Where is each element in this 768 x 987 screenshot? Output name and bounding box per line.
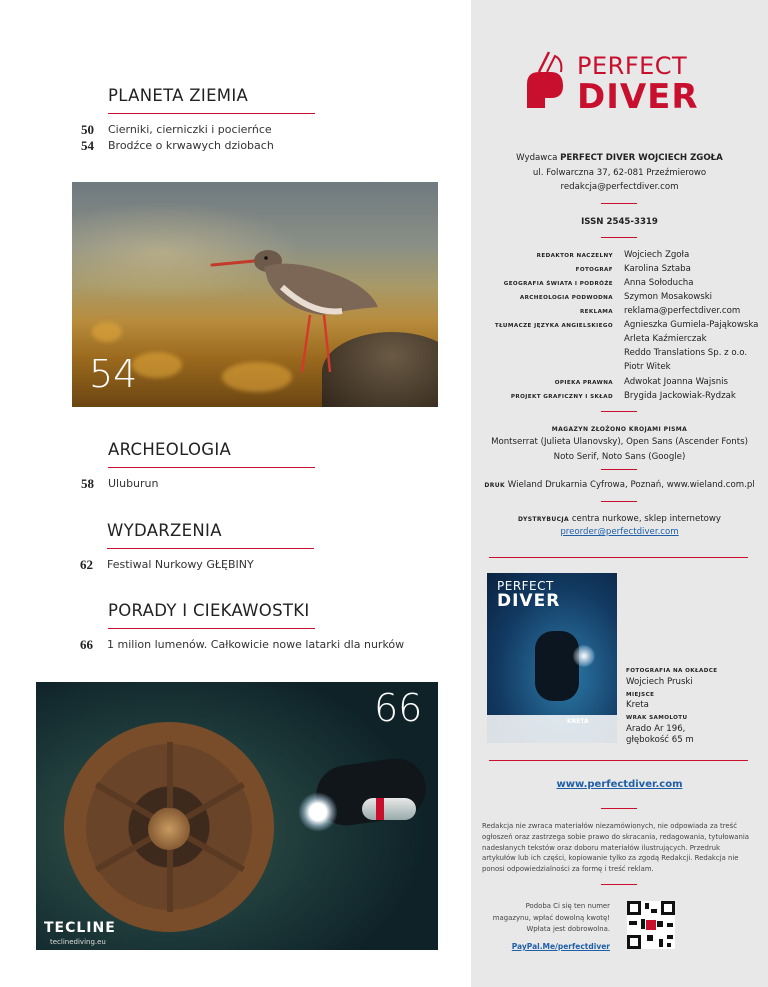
staff-row bbox=[471, 264, 768, 278]
staff-row bbox=[471, 320, 768, 334]
staff-name: Agnieszka Gumiela-Pająkowska bbox=[624, 320, 759, 330]
staff-name: Arleta Kaźmierczak bbox=[624, 334, 707, 344]
divider bbox=[601, 237, 637, 238]
perfect-diver-logo-icon bbox=[525, 50, 565, 110]
issn: ISSN 2545-3319 bbox=[581, 217, 658, 227]
staff-name: Reddo Translations Sp. z o.o. bbox=[624, 348, 748, 358]
support-line: Wpłata jest dobrowolna. bbox=[526, 925, 610, 933]
staff-role: REDAKTOR NACZELNY bbox=[536, 253, 613, 259]
website-row bbox=[471, 779, 768, 790]
toc-page-number: 54 bbox=[81, 138, 94, 153]
fonts-line: Noto Serif, Noto Sans (Google) bbox=[553, 452, 686, 462]
toc-entry-link[interactable]: Cierniki, cierniczki i pocierńce bbox=[108, 123, 272, 136]
staff-role: GEOGRAFIA ŚWIATA I PODRÓŻE bbox=[503, 281, 613, 287]
toc-entry-link[interactable]: Festiwal Nurkowy GŁĘBINY bbox=[107, 558, 254, 571]
photo-detail bbox=[376, 798, 384, 820]
divider bbox=[489, 557, 748, 558]
qr-code-icon[interactable] bbox=[627, 901, 675, 949]
distribution-info bbox=[471, 514, 768, 524]
cover-wreck-value: Arado Ar 196, bbox=[626, 724, 686, 734]
masthead-panel bbox=[471, 0, 768, 987]
qr-module bbox=[667, 943, 671, 947]
section-rule bbox=[107, 548, 314, 549]
publisher-address: ul. Folwarczna 37, 62-081 Przeźmierowo bbox=[532, 168, 707, 178]
staff-role: REKLAMA bbox=[579, 309, 613, 315]
qr-module bbox=[667, 935, 673, 939]
paypal-row bbox=[471, 942, 610, 951]
logo-text-perfect: PERFECT bbox=[577, 52, 688, 80]
editorial-email[interactable]: redakcja@perfectdiver.com bbox=[560, 182, 679, 192]
staff-role: ARCHEOLOGIA PODWODNA bbox=[519, 295, 613, 301]
print-label: DRUK bbox=[484, 482, 506, 489]
support-line: magazynu, wpłać dowolną kwotę! bbox=[492, 913, 610, 922]
divider bbox=[601, 501, 637, 502]
photo-detail bbox=[132, 352, 182, 378]
distribution-value: centra nurkowe, sklep internetowy bbox=[571, 514, 721, 524]
section-rule bbox=[108, 467, 315, 468]
qr-module bbox=[659, 939, 663, 947]
staff-row bbox=[471, 391, 768, 405]
staff-row bbox=[471, 250, 768, 264]
staff-name: Piotr Witek bbox=[624, 362, 671, 372]
section-rule bbox=[108, 628, 315, 629]
qr-module bbox=[661, 901, 675, 915]
qr-module bbox=[641, 919, 645, 929]
preorder-email-link[interactable]: preorder@perfectdiver.com bbox=[560, 527, 679, 537]
staff-role: PROJEKT GRAFICZNY I SKŁAD bbox=[510, 394, 613, 400]
divider bbox=[601, 411, 637, 412]
photo-detail bbox=[573, 645, 595, 667]
logo-text-diver: DIVER bbox=[577, 77, 699, 117]
qr-module bbox=[667, 923, 673, 927]
staff-name: Szymon Mosakowski bbox=[624, 292, 713, 302]
cover-title: PERFECT bbox=[497, 579, 554, 593]
staff-row bbox=[471, 377, 768, 391]
fonts-line: Montserrat (Julieta Ulanovsky), Open Sans (Ascender Fonts) bbox=[491, 437, 748, 447]
qr-module bbox=[627, 901, 641, 915]
divider bbox=[601, 884, 637, 885]
fonts-label: MAGAZYN ZŁOŻONO KROJAMI PISMA bbox=[551, 426, 688, 433]
toc-entry-link[interactable]: 1 milion lumenów. Całkowicie nowe latarki dla nurków bbox=[107, 638, 405, 651]
staff-name: Adwokat Joanna Wajsnis bbox=[624, 377, 729, 387]
print-value: Wieland Drukarnia Cyfrowa, Poznań, www.wieland.com.pl bbox=[507, 480, 755, 490]
section-rule bbox=[108, 113, 315, 114]
qr-module bbox=[657, 921, 663, 927]
cover-photo-label: FOTOGRAFIA NA OKŁADCE bbox=[626, 668, 718, 674]
staff-name: Karolina Sztaba bbox=[624, 264, 691, 274]
publisher-name: PERFECT DIVER WOJCIECH ZGOŁA bbox=[560, 153, 723, 163]
support-line: Podoba Ci się ten numer bbox=[525, 902, 610, 910]
cover-photo-value: Wojciech Pruski bbox=[626, 677, 693, 687]
photo-detail bbox=[92, 322, 122, 342]
section-title-wydarzenia: WYDARZENIA bbox=[107, 521, 222, 540]
ads-email[interactable]: reklama@perfectdiver.com bbox=[624, 306, 741, 316]
toc-entry-link[interactable]: Uluburun bbox=[108, 477, 159, 490]
publisher bbox=[471, 153, 768, 163]
staff-name: Brygida Jackowiak-Rydzak bbox=[624, 391, 736, 401]
photo-detail bbox=[362, 798, 416, 820]
divider bbox=[601, 203, 637, 204]
paypal-link[interactable]: PayPal.Me/perfectdiver bbox=[511, 942, 610, 951]
page-number-overlay: 66 bbox=[374, 686, 423, 730]
qr-center-logo-icon bbox=[646, 920, 656, 930]
support-text bbox=[471, 901, 610, 936]
staff-role: FOTOGRAF bbox=[575, 267, 613, 273]
toc-entry-link[interactable]: Brodźce o krwawych dziobach bbox=[108, 139, 274, 152]
wreck-photo[interactable] bbox=[36, 682, 438, 950]
page-number-overlay: 54 bbox=[89, 352, 138, 396]
qr-module bbox=[629, 921, 637, 925]
bird-illustration bbox=[202, 237, 382, 387]
qr-module bbox=[651, 909, 657, 913]
tecline-logo: TECLINE bbox=[44, 920, 116, 936]
staff-name: Anna Sołoducha bbox=[624, 278, 694, 288]
qr-module bbox=[647, 935, 653, 941]
cover-place-value: Kreta bbox=[626, 700, 649, 710]
staff-row bbox=[471, 348, 768, 362]
tecline-url: teclinediving.eu bbox=[50, 938, 106, 946]
cover-bottom-bar bbox=[487, 715, 617, 743]
staff-row bbox=[471, 306, 768, 320]
publisher-label: Wydawca bbox=[516, 153, 558, 163]
toc-page-number: 66 bbox=[80, 637, 93, 652]
toc-page-number: 58 bbox=[81, 476, 94, 491]
section-title-planeta-ziemia: PLANETA ZIEMIA bbox=[108, 86, 249, 105]
toc-page-number: 50 bbox=[81, 122, 94, 137]
section-title-porady: PORADY I CIEKAWOSTKI bbox=[108, 601, 310, 620]
staff-row bbox=[471, 292, 768, 306]
website-link[interactable]: www.perfectdiver.com bbox=[556, 779, 683, 790]
disclaimer-text: Redakcja nie zwraca materiałów niezamówionych, nie odpowiada za treść ogłoszeń oraz zastrzega sobie prawo do skracania, redagowania, tytułowania nadesłanych tekstów oraz doboru materiałów ilustrujących. Przedruk artykułów lub ich części, kopiowanie tylko za zgodą Redakcji. Redakcja nie ponosi odpowiedzialności za formę i treść reklam. bbox=[482, 822, 749, 874]
qr-module bbox=[627, 935, 641, 949]
magazine-cover[interactable] bbox=[487, 573, 617, 743]
photo-detail bbox=[298, 792, 338, 832]
staff-row bbox=[471, 362, 768, 376]
staff-row bbox=[471, 278, 768, 292]
divider bbox=[489, 760, 748, 761]
preorder-email-row bbox=[471, 527, 768, 537]
staff-role: TŁUMACZE JĘZYKA ANGIELSKIEGO bbox=[494, 323, 613, 329]
cover-wreck-depth: głębokość 65 m bbox=[626, 735, 694, 745]
redshank-photo[interactable] bbox=[72, 182, 438, 407]
toc-page-number: 62 bbox=[80, 557, 93, 572]
divider bbox=[601, 808, 637, 809]
section-title-archeologia: ARCHEOLOGIA bbox=[108, 440, 232, 459]
divider bbox=[601, 469, 637, 470]
diver-silhouette bbox=[535, 631, 579, 701]
distribution-label: DYSTRYBUCJA bbox=[518, 516, 570, 523]
print-info bbox=[471, 480, 768, 490]
staff-row bbox=[471, 334, 768, 348]
cover-title: DIVER bbox=[497, 591, 561, 611]
cover-wreck-label: WRAK SAMOLOTU bbox=[626, 715, 688, 721]
photo-detail bbox=[148, 808, 190, 850]
qr-module bbox=[645, 903, 649, 909]
cover-place-label: MIEJSCE bbox=[626, 692, 655, 698]
staff-role: OPIEKA PRAWNA bbox=[554, 380, 613, 386]
staff-name: Wojciech Zgoła bbox=[624, 250, 690, 260]
